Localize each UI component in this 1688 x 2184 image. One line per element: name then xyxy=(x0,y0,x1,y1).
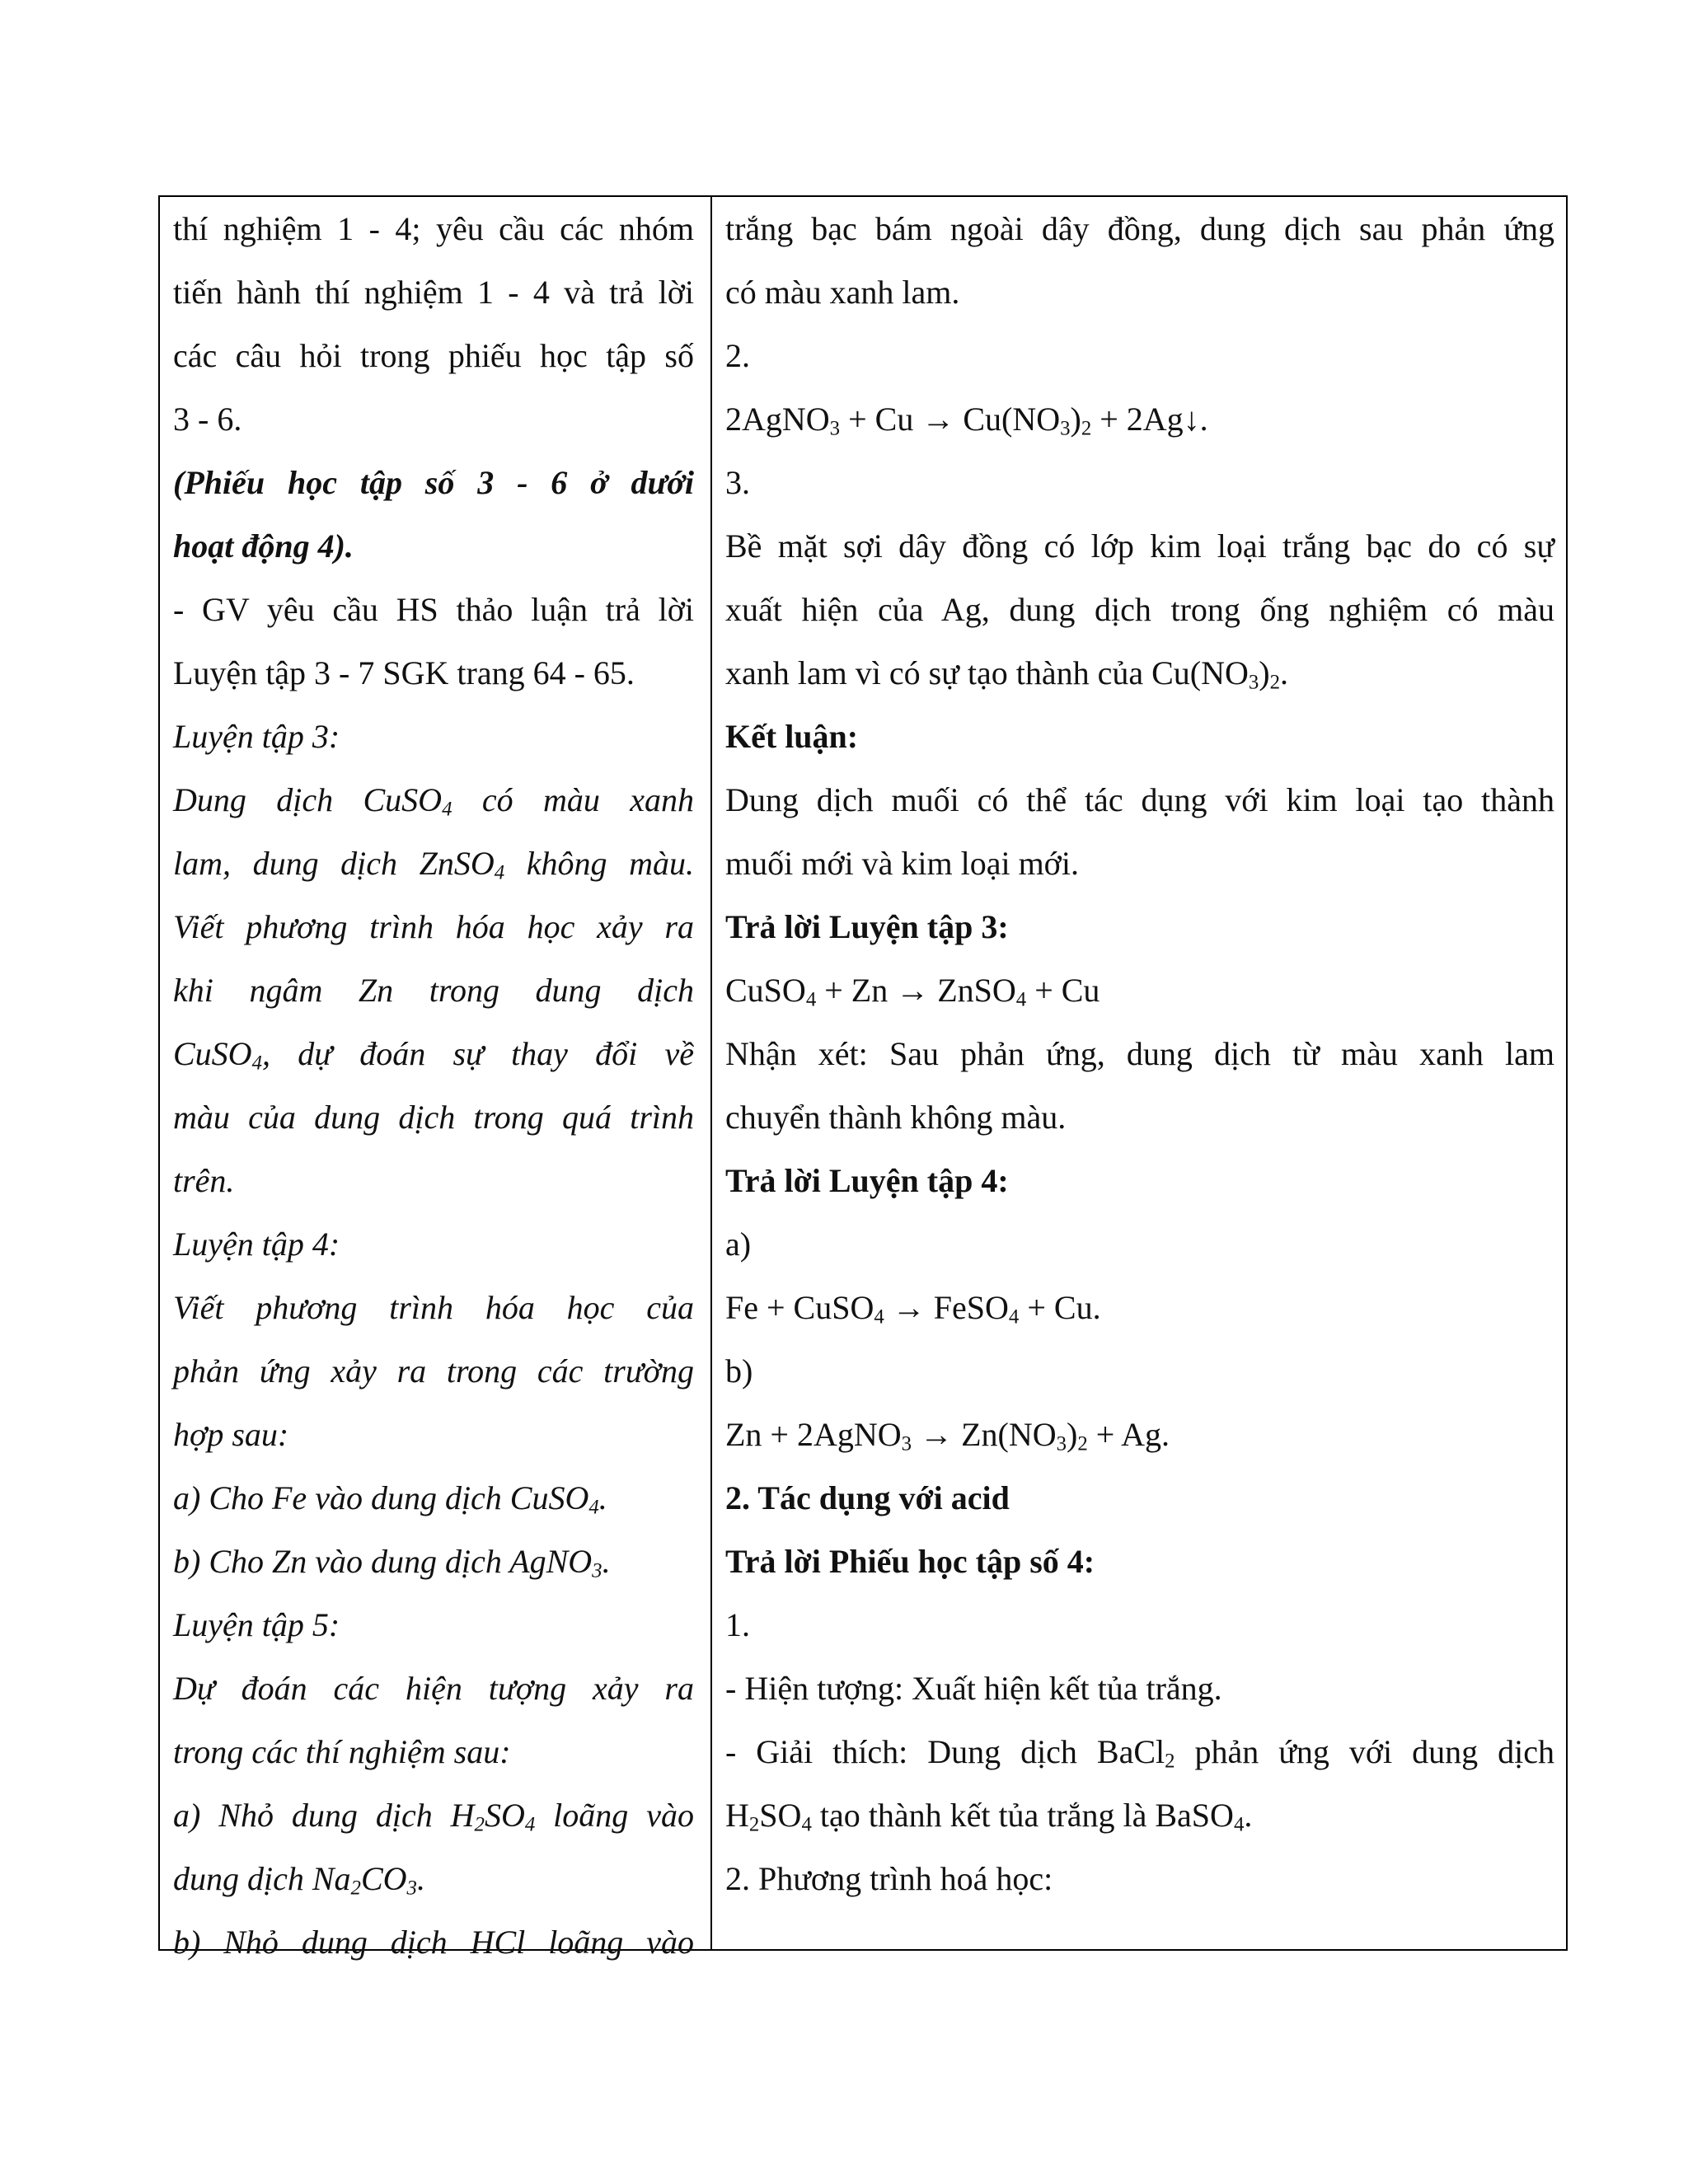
equation-zn-agno3: Zn + 2AgNO$_3$ → $Zn(NO_3)_2 + Ag$. xyxy=(725,1416,1170,1455)
lt4-title: Luyện tập 4: xyxy=(173,1226,340,1263)
lt5-line-1: Dự đoán các hiện tượng xảy ra xyxy=(173,1670,694,1707)
equation-cuso4-zn: CuSO$_4$ + Zn → ZnSO$_4$ + Cu xyxy=(725,972,1100,1011)
lt3-title: Luyện tập 3: xyxy=(173,718,340,755)
label-a: a) xyxy=(725,1226,752,1263)
answer-sheet4-title: Trả lời Phiếu học tập số 4: xyxy=(725,1543,1095,1580)
answer-number-3: 3. xyxy=(725,464,750,501)
sheet4-number-1: 1. xyxy=(725,1606,750,1643)
explanation-line-1: Bề mặt sợi dây đồng có lớp kim loại trắng bạc do có sự xyxy=(725,527,1554,565)
gv-line-1: - GV yêu cầu HS thảo luận trả lời xyxy=(173,591,694,628)
note-line-2: hoạt động 4). xyxy=(173,527,354,565)
remark-line-1: Nhận xét: Sau phản ứng, dung dịch từ màu xanh lam xyxy=(725,1035,1554,1072)
student-answer-column xyxy=(725,197,1554,1910)
phenomenon-line: - Hiện tượng: Xuất hiện kết tủa trắng. xyxy=(725,1670,1222,1707)
lt4-line-3: hợp sau: xyxy=(173,1416,289,1453)
equation-fe-cuso4: Fe + CuSO$_4$ → FeSO$_4$ + Cu. xyxy=(725,1289,1101,1329)
lt4-item-b: b) Cho Zn vào dung dịch AgNO$_3$. xyxy=(173,1543,611,1582)
remark-line-2: chuyển thành không màu. xyxy=(725,1099,1067,1136)
lt3-line-4: khi ngâm Zn trong dung dịch xyxy=(173,972,694,1009)
note-line-1: (Phiếu học tập số 3 - 6 ở dưới xyxy=(173,464,694,501)
explanation-line-2: xuất hiện của Ag, dung dịch trong ống nghiệm có màu xyxy=(725,591,1554,628)
lt3-line-5: CuSO$_4$, dự đoán sự thay đổi về xyxy=(173,1035,694,1075)
answer-line-1: trắng bạc bám ngoài dây đồng, dung dịch sau phản ứng xyxy=(725,210,1554,247)
lt3-line-3: Viết phương trình hóa học xảy ra xyxy=(173,908,694,945)
lt5-line-2: trong các thí nghiệm sau: xyxy=(173,1733,511,1770)
explanation-line-3: xanh lam vì có sự tạo thành của $Cu(NO_3)_2$. xyxy=(725,654,1289,694)
lt5-item-a-line-1: a) Nhỏ dung dịch $H_2SO_4$ loãng vào xyxy=(173,1797,694,1836)
lt5-item-b-line-1: b) Nhỏ dung dịch HCl loãng vào xyxy=(173,1924,694,1961)
column-divider xyxy=(710,197,712,1949)
answer-lt4-title: Trả lời Luyện tập 4: xyxy=(725,1162,1009,1199)
lt3-line-6: màu của dung dịch trong quá trình xyxy=(173,1099,694,1136)
gv-line-2: Luyện tập 3 - 7 SGK trang 64 - 65. xyxy=(173,654,635,691)
answer-lt3-title: Trả lời Luyện tập 3: xyxy=(725,908,1009,945)
lt4-line-2: phản ứng xảy ra trong các trường xyxy=(173,1352,694,1390)
intro-line-2: tiến hành thí nghiệm 1 - 4 và trả lời xyxy=(173,274,694,311)
lt4-item-a: a) Cho Fe vào dung dịch CuSO$_4$. xyxy=(173,1479,607,1519)
intro-line-4: 3 - 6. xyxy=(173,401,242,438)
lesson-table xyxy=(158,195,1568,1961)
lt3-line-2: lam, dung dịch ZnSO$_4$ không màu. xyxy=(173,845,695,884)
label-b: b) xyxy=(725,1352,753,1390)
equation-agno3-cu: 2AgNO$_3$ + $Cu \to Cu(NO_3)_2$ + 2Ag↓. xyxy=(725,401,1208,440)
conclusion-line-2: muối mới và kim loại mới. xyxy=(725,845,1079,882)
conclusion-title: Kết luận: xyxy=(725,718,859,755)
lt3-line-7: trên. xyxy=(173,1162,235,1199)
answer-number-2: 2. xyxy=(725,337,750,374)
teacher-activity-column xyxy=(173,197,694,1974)
lt5-title: Luyện tập 5: xyxy=(173,1606,340,1643)
acid-section-title: 2. Tác dụng với acid xyxy=(725,1479,1010,1516)
lt5-item-a-line-2: dung dịch $Na_2CO_3$. xyxy=(173,1860,425,1900)
answer-line-2: có màu xanh lam. xyxy=(725,274,960,311)
explain-line-1: - Giải thích: Dung dịch BaCl$_2$ phản ứng với dung dịch xyxy=(725,1733,1554,1773)
equation-heading: 2. Phương trình hoá học: xyxy=(725,1860,1053,1897)
lt3-line-1: Dung dịch CuSO$_4$ có màu xanh xyxy=(173,781,694,821)
intro-line-3: các câu hỏi trong phiếu học tập số xyxy=(173,337,694,374)
explain-line-2: $H_2SO_4$ tạo thành kết tủa trắng là BaSO$_4$. xyxy=(725,1797,1253,1836)
intro-line-1: thí nghiệm 1 - 4; yêu cầu các nhóm xyxy=(173,210,694,247)
conclusion-line-1: Dung dịch muối có thể tác dụng với kim loại tạo thành xyxy=(725,781,1554,818)
lt4-line-1: Viết phương trình hóa học của xyxy=(173,1289,694,1326)
